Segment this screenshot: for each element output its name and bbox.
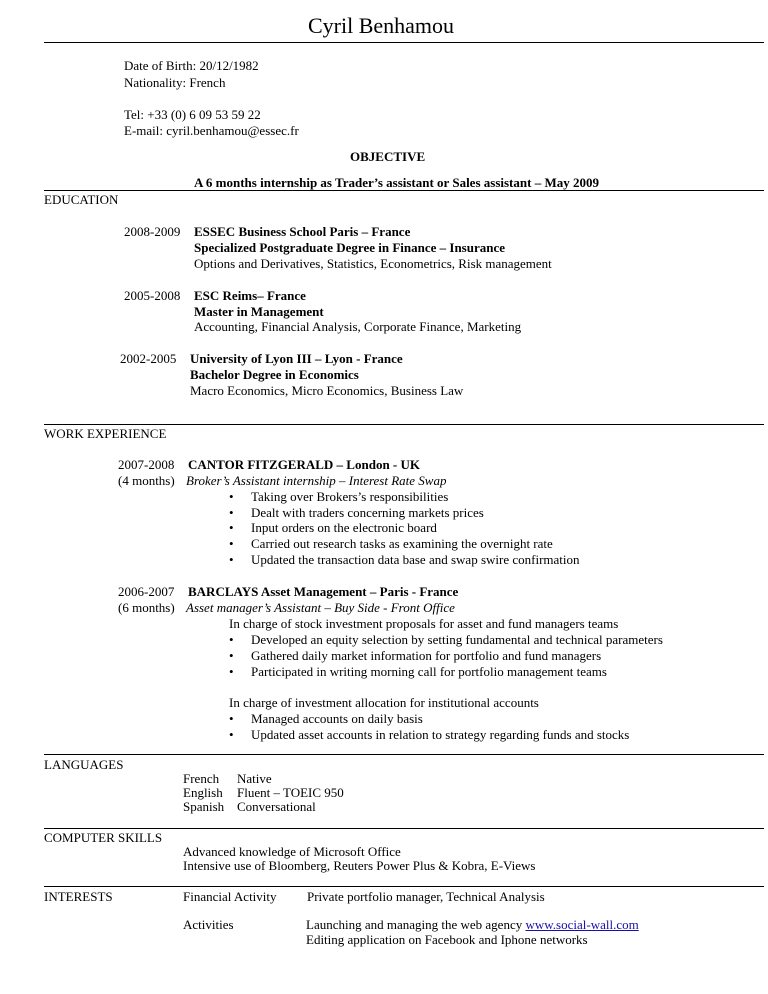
education-degree: Bachelor Degree in Economics xyxy=(190,367,359,382)
job-years: 2006-2007 xyxy=(118,584,175,599)
bullet-icon: • xyxy=(229,536,234,551)
education-school: ESSEC Business School Paris – France xyxy=(194,224,411,239)
education-courses: Macro Economics, Micro Economics, Business Law xyxy=(190,383,464,398)
work-heading: WORK EXPERIENCE xyxy=(44,426,167,441)
education-heading: EDUCATION xyxy=(44,192,119,207)
computer-heading: COMPUTER SKILLS xyxy=(44,830,163,845)
computer-skill: Advanced knowledge of Microsoft Office xyxy=(183,844,401,859)
education-divider xyxy=(44,190,764,191)
job-duration: (4 months) xyxy=(118,473,175,488)
telephone: Tel: +33 (0) 6 09 53 59 22 xyxy=(124,107,261,122)
job-company: BARCLAYS Asset Management – Paris - France xyxy=(188,584,459,599)
header-divider xyxy=(44,42,764,43)
interest-text: Editing application on Facebook and Iphone networks xyxy=(306,932,588,947)
interest-text: Private portfolio manager, Technical Analysis xyxy=(307,889,545,904)
date-of-birth: Date of Birth: 20/12/1982 xyxy=(124,58,259,73)
interest-label: Financial Activity xyxy=(183,889,277,904)
bullet-icon: • xyxy=(229,552,234,567)
job-responsibility-intro: In charge of stock investment proposals for asset and fund managers teams xyxy=(229,616,619,631)
education-courses: Accounting, Financial Analysis, Corporate Finance, Marketing xyxy=(194,319,522,334)
language-name: English xyxy=(183,785,223,800)
job-years: 2007-2008 xyxy=(118,457,175,472)
languages-heading: LANGUAGES xyxy=(44,757,124,772)
bullet-icon: • xyxy=(229,711,234,726)
interest-text: Launching and managing the web agency www.social-wall.com xyxy=(306,917,639,932)
work-divider xyxy=(44,424,764,425)
language-level: Fluent – TOEIC 950 xyxy=(237,785,344,800)
education-school: University of Lyon III – Lyon - France xyxy=(190,351,403,366)
job-role: Asset manager’s Assistant – Buy Side - Front Office xyxy=(186,600,455,615)
interest-label: Activities xyxy=(183,917,234,932)
job-role: Broker’s Assistant internship – Interest Rate Swap xyxy=(186,473,447,488)
education-degree: Master in Management xyxy=(194,304,324,319)
job-duration: (6 months) xyxy=(118,600,175,615)
language-name: Spanish xyxy=(183,799,225,814)
bullet-icon: • xyxy=(229,664,234,679)
language-name: French xyxy=(183,771,220,786)
bullet-icon: • xyxy=(229,520,234,535)
email: E-mail: cyril.benhamou@essec.fr xyxy=(124,123,299,138)
education-years: 2002-2005 xyxy=(120,351,177,366)
education-courses: Options and Derivatives, Statistics, Econometrics, Risk management xyxy=(194,256,552,271)
education-school: ESC Reims– France xyxy=(194,288,306,303)
objective-text: A 6 months internship as Trader’s assistant or Sales assistant – May 2009 xyxy=(194,175,599,190)
education-degree: Specialized Postgraduate Degree in Finance – Insurance xyxy=(194,240,506,255)
bullet-icon: • xyxy=(229,727,234,742)
language-level: Native xyxy=(237,771,272,786)
bullet-icon: • xyxy=(229,505,234,520)
language-level: Conversational xyxy=(237,799,316,814)
candidate-name: Cyril Benhamou xyxy=(308,13,455,38)
job-responsibility-intro: In charge of investment allocation for institutional accounts xyxy=(229,695,539,710)
computer-divider xyxy=(44,828,764,829)
interests-heading: INTERESTS xyxy=(44,889,113,904)
objective-heading: OBJECTIVE xyxy=(350,149,426,164)
bullet-icon: • xyxy=(229,648,234,663)
bullet-icon: • xyxy=(229,489,234,504)
social-wall-link[interactable]: www.social-wall.com xyxy=(525,917,639,932)
bullet-icon: • xyxy=(229,632,234,647)
interests-divider xyxy=(44,886,764,887)
languages-divider xyxy=(44,754,764,755)
job-company: CANTOR FITZGERALD – London - UK xyxy=(188,457,421,472)
education-years: 2005-2008 xyxy=(124,288,181,303)
education-years: 2008-2009 xyxy=(124,224,181,239)
nationality: Nationality: French xyxy=(124,75,226,90)
computer-skill: Intensive use of Bloomberg, Reuters Power Plus & Kobra, E-Views xyxy=(183,858,536,873)
